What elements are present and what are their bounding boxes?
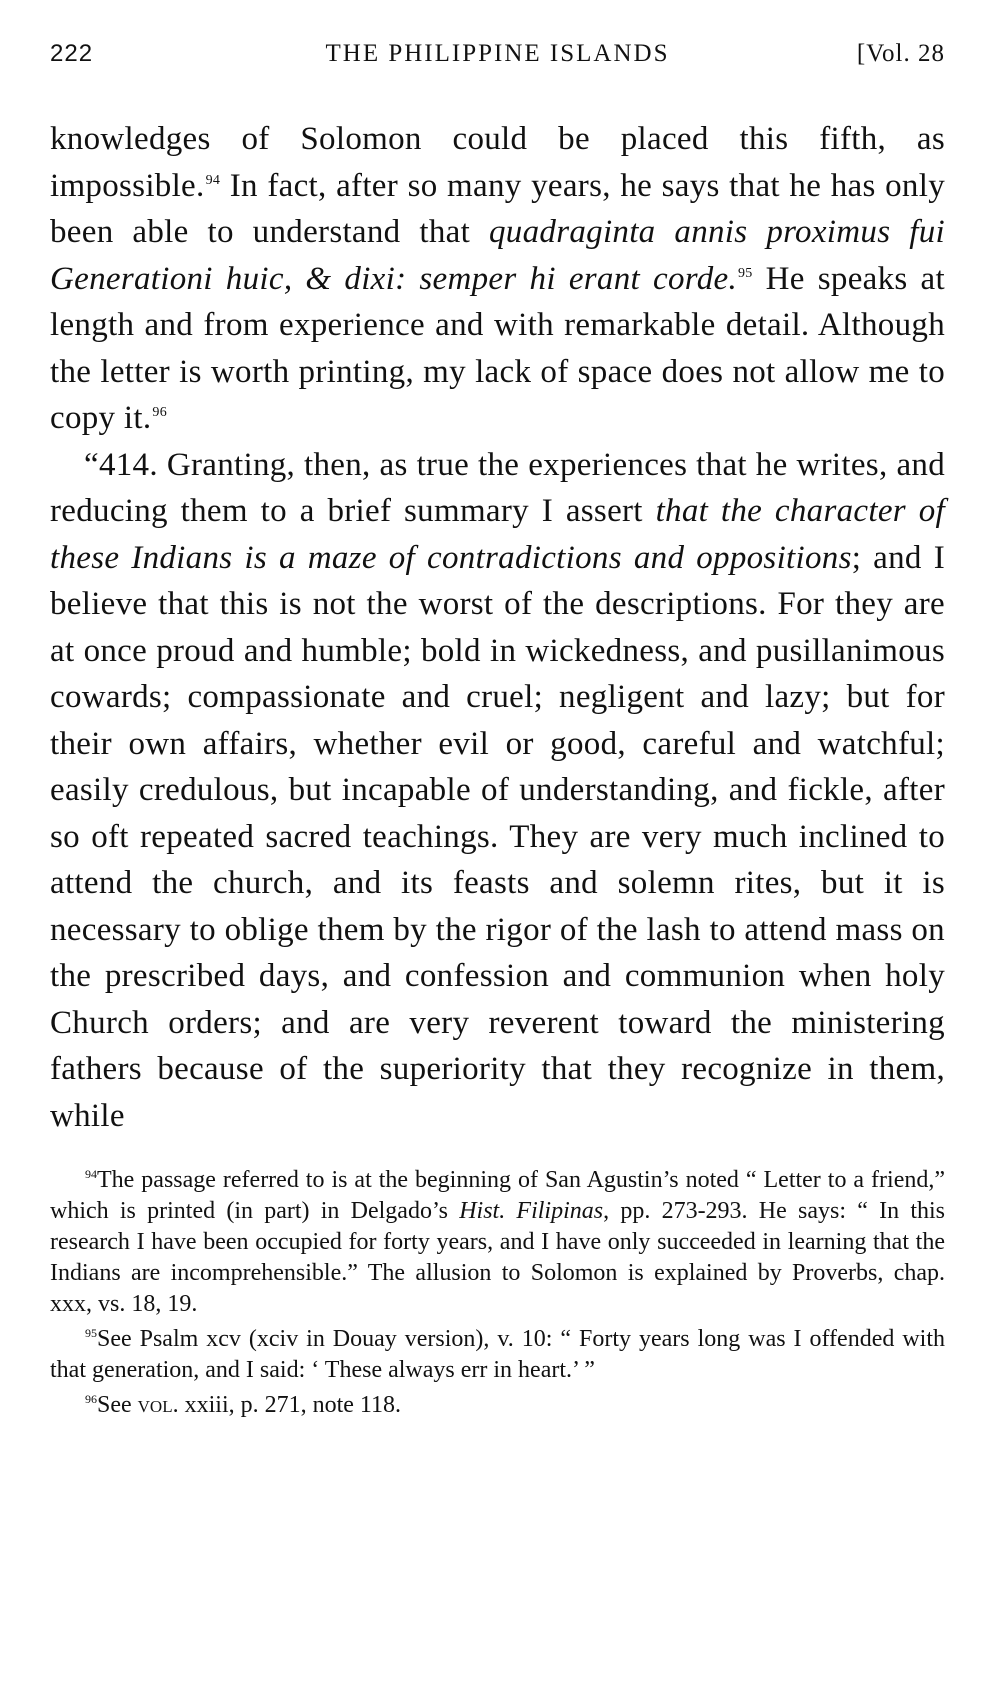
- text-run: The passage referred to is at the beginning of San Agustin’s noted “ Letter to a friend,” which is printed (in part) in Delgado’s: [50, 1167, 945, 1224]
- text-run: See Psalm xcv (xciv in Douay version), v. 10: “ Forty years long was I offended with that generation, and I said: ‘ These always err in heart.’ ”: [50, 1326, 945, 1383]
- paragraph-414: [50, 442, 945, 1140]
- text-run: ; and I believe that this is not the worst of the descriptions. For they are at once proud and humble; bold in wickedness, and pusillanimous cowards; compassionate and cruel; negligent and lazy; but for their own affairs, whether evil or good, careful and watchful; easily credulous, but incapable of understanding, and fickle, after so oft repeated sacred teachings. They are very much inclined to attend the church, and its feasts and solemn rites, but it is necessary to oblige them by the rigor of the lash to attend mass on the prescribed days, and confession and communion when holy Church orders; and are very reverent toward the ministering fathers because of the superiority that they recognize in them, while: [50, 539, 946, 1134]
- footnote-number: 96: [85, 1392, 97, 1406]
- text-run: “414. Granting, then, as true the experiences that he writes, and reducing them to a brief summary I assert: [50, 446, 945, 529]
- page-number: 222: [50, 40, 94, 67]
- text-run: xxiii, p. 271, note 118.: [178, 1392, 402, 1418]
- volume-label: [Vol. 28: [856, 40, 945, 67]
- footnote-96: [50, 1390, 945, 1421]
- footnote-number: 95: [85, 1326, 97, 1340]
- text-run: In fact, after so many years, he says that he has only been able to understand that: [50, 167, 945, 250]
- emphasized-assertion: that the character of these Indians is a maze of contradictions and oppositions: [50, 493, 945, 576]
- text-run: See: [97, 1392, 138, 1418]
- latin-quotation: quadraginta annis proximus fui Generationi huic, & dixi: semper hi erant corde.: [50, 214, 945, 297]
- footnotes: [50, 1165, 945, 1421]
- running-header: [50, 40, 945, 84]
- footnote-number: 94: [85, 1167, 97, 1181]
- paragraph-continued: [50, 116, 945, 442]
- body-text: [50, 116, 945, 1139]
- footnote-95: [50, 1324, 945, 1386]
- running-title: THE PHILIPPINE ISLANDS: [325, 40, 670, 67]
- book-title: Hist. Filipinas: [459, 1198, 604, 1224]
- text-run: He speaks at length and from experience and with remarkable detail. Although the letter is worth printing, my lack of space does not allow me to copy it.: [50, 260, 945, 436]
- footnote-ref-96[interactable]: 96: [152, 405, 167, 420]
- volume-abbrev: vol.: [137, 1392, 179, 1418]
- text-run: knowledges of Solomon could be placed this fifth, as impossible.: [50, 121, 945, 204]
- text-run: , pp. 273-293. He says: “ In this research I have been occupied for forty years, and I have only succeeded in learning that the Indians are incomprehensible.” The allusion to Solomon is explained by Proverbs, chap. xxx, vs. 18, 19.: [50, 1198, 946, 1317]
- footnote-94: [50, 1165, 945, 1320]
- book-page: [50, 40, 945, 1425]
- footnote-ref-94[interactable]: 94: [205, 172, 221, 188]
- footnote-ref-95[interactable]: 95: [738, 265, 753, 281]
